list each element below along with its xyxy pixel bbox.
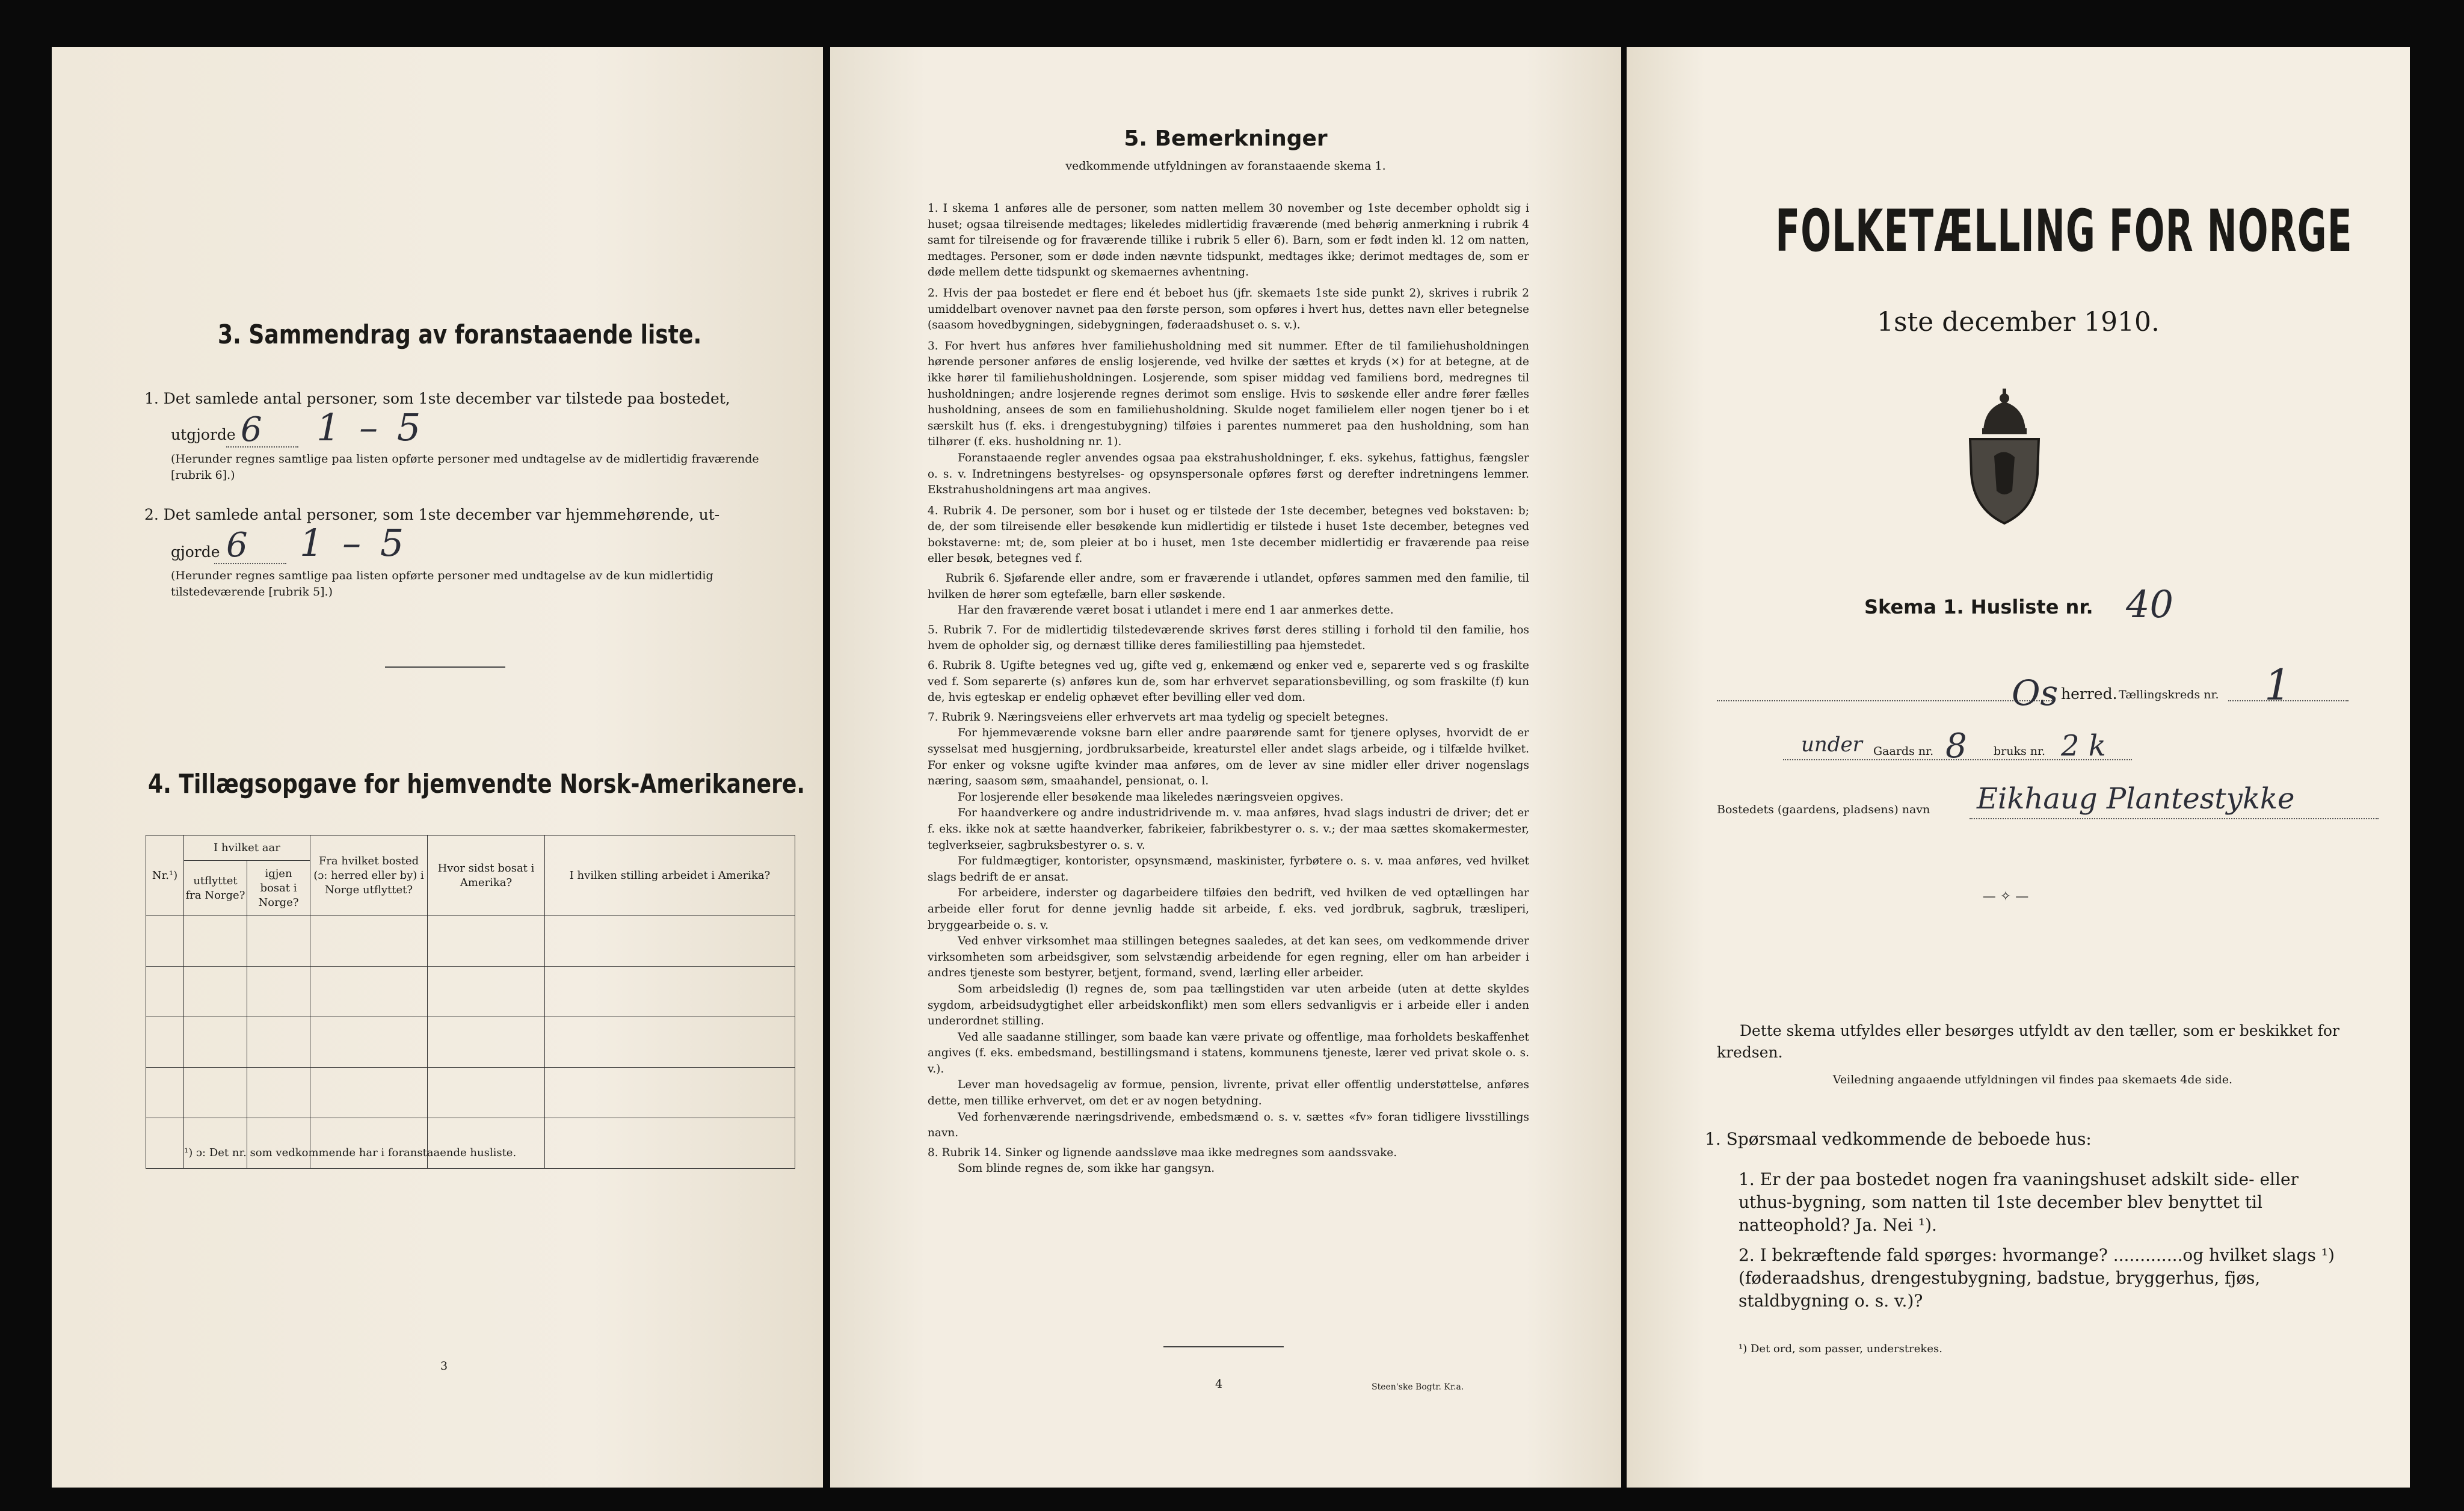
col-where: Hvor sidst bosat i Amerika? — [428, 836, 545, 916]
remarks-subtitle: vedkommende utfyldningen av foranstaaende skema 1. — [1065, 159, 1386, 173]
dotted-line — [214, 563, 286, 564]
divider — [385, 666, 505, 668]
gaards-label: Gaards nr. — [1873, 745, 1934, 758]
herred-label: herred. — [2061, 685, 2118, 703]
kreds-label: Tællingskreds nr. — [2119, 688, 2219, 701]
remark-paragraph: Som blinde regnes de, som ikke har gangsyn. — [958, 1162, 1215, 1175]
remark-paragraph: Har den fraværende været bosat i utlandet i mere end 1 aar anmerkes dette. — [958, 604, 1394, 617]
col-from: Fra hvilket bosted (ɔ: herred eller by) i Norge utflyttet? — [310, 836, 428, 916]
remark-paragraph: For fuldmægtiger, kontorister, opsynsmænd, maskinister, fyrbøtere o. s. v. maa anføres, ved hvilket slags bedrift de er ansat. — [928, 855, 1529, 884]
col-nr: Nr.¹) — [146, 836, 184, 916]
remark-paragraph: 4. Rubrik 4. De personer, som bor i huset og er tilstede der 1ste december, betegnes ved bokstaven: b; de, der som tilreisende eller besøkende kun midlertidig er tilstede i huset 1ste december, betegnes ved bokstaverne: mt; de, som pleier at bo i huset, men 1ste december midlertidig er fraværende paa reise eller besøk, betegnes ved f. — [928, 504, 1529, 565]
table-row — [146, 1068, 795, 1118]
table-row — [146, 916, 795, 967]
remark-paragraph: For arbeidere, inderster og dagarbeidere tilføies den bedrift, ved hvilken de ved optællingen har arbeide eller forut for denne jevnlig hadde sit arbeide, f. eks. ved jordbruk, sagbruk, træsliperi, bryggearbeide o. s. v. — [928, 887, 1529, 932]
intro-text: Dette skema utfyldes eller besørges utfyldt av den tæller, som er beskikket for kredsen. — [1717, 1022, 2339, 1061]
question-2: 2. I bekræftende fald spørges: hvormange? .............og hvilket slags ¹) (føderaadshus, drengestubygning, badstue, bryggerhus, fjøs, staldbygning o. s. v.)? — [1739, 1245, 2335, 1311]
census-date: 1ste december 1910. — [1876, 307, 2160, 337]
remark-paragraph: 2. Hvis der paa bostedet er flere end ét beboet hus (jfr. skemaets 1ste side punkt 2), skrives i rubrik 2 umiddelbart ovenover navnet paa den første person, som opføres i hvert hus, dettes navn eller betegnelse (saasom hovedbygningen, sidebygningen, føderaadshuset o. s. v.). — [928, 286, 1529, 332]
remark-paragraph: 3. For hvert hus anføres hver familiehusholdning med sit nummer. Efter de til familiehusholdningen hørende personer anføres de enslig losjerende, ved hvilke der sættes et kryds (×) for at betegne, at de ikke hører til familiehusholdningen. Losjerende, som spiser middag ved familiens bord, medregnes til husholdningen; andre losjerende regnes derimot som enslige. Hvis to søskende eller andre fører fælles husholdning, ansees de som en familiehusholdning. Skulde noget familielem eller nogen tjener bo i et særskilt hus (f. eks. i drengestubygning) tilføies i parentes nummeret paa den husholdning, som han tilhører (f. eks. husholdning nr. 1). — [928, 339, 1529, 449]
page-1 — [1627, 47, 2410, 1488]
herred-value: Os — [2012, 672, 2059, 713]
summary-item-2: 2. Det samlede antal personer, som 1ste december var hjemmehørende, ut- — [144, 506, 720, 523]
page-3 — [52, 47, 823, 1488]
dotted-line — [1717, 700, 2054, 701]
remark-paragraph: Foranstaaende regler anvendes ogsaa paa ekstrahusholdninger, f. eks. sykehus, fattighus, fængsler o. s. v. Indretningens bestyrelses- og opsynspersonale opføres først og derefter indretningens lemmer. Ekstrahusholdningens art maa angives. — [928, 451, 1529, 497]
dotted-line — [2228, 700, 2348, 701]
remark-paragraph: For haandverkere og andre industridrivende m. v. maa anføres, hvad slags industri de driver; det er f. eks. ikke nok at sætte haandverker, fabrikeier, fabrikbestyrer o. s. v.; der maa sættes skomakermester, teglverkseier, sagbruksbestyrer o. s. v. — [928, 807, 1529, 852]
page-number: 4 — [1215, 1377, 1223, 1391]
remark-paragraph: Rubrik 6. Sjøfarende eller andre, som er fraværende i utlandet, opføres sammen med den familie, til hvilken de hører som egtefælle, barn eller søskende. — [928, 572, 1529, 601]
remark-paragraph: 5. Rubrik 7. For de midlertidig tilstedeværende skrives først deres stilling i forhold til den familie, hos hvem de opholder sig, og dernæst tillike deres familiestilling paa hjemstedet. — [928, 623, 1529, 653]
coat-of-arms-icon — [1959, 384, 2050, 528]
remark-paragraph: 8. Rubrik 14. Sinker og lignende aandssløve maa ikke medregnes som aandssvake. — [928, 1146, 1397, 1159]
gaards-value: 8 — [1945, 727, 1967, 766]
remark-paragraph: Som arbeidsledig (l) regnes de, som paa tællingstiden var uten arbeide (uten at dette skyldes sygdom, arbeidsudygtighet eller arbeidskonflikt) men som ellers sedvanligvis er i arbeide eller i anden underordnet stilling. — [928, 982, 1529, 1028]
norsk-amerikanere-table — [146, 835, 795, 1169]
page-number: 3 — [440, 1359, 448, 1373]
intro-small: Veiledning angaaende utfyldningen vil findes paa skemaets 4de side. — [1832, 1073, 2233, 1086]
bosted-value: Eikhaug Plantestykke — [1977, 782, 2295, 816]
section-4-title: 4. Tillægsopgave for hjemvendte Norsk-Amerikanere. — [148, 769, 805, 799]
bruks-value: 2 k — [2061, 729, 2106, 763]
col-group-year: I hvilket aar — [184, 836, 310, 861]
summary-item-1-note: (Herunder regnes samtlige paa listen opførte personer med undtagelse av de midlertidig fraværende [rubrik 6].) — [171, 452, 759, 482]
ornament-divider: — ✧ — — [1982, 889, 2029, 904]
summary-item-1: 1. Det samlede antal personer, som 1ste december var tilstede paa bostedet, — [144, 390, 730, 407]
handwritten-count-1: 1 – 5 — [316, 405, 425, 449]
handwritten-count-2: 1 – 5 — [300, 521, 408, 565]
dotted-line — [1970, 818, 2379, 819]
page-4 — [830, 47, 1621, 1488]
document-title: FOLKETÆLLING FOR NORGE — [1775, 197, 2353, 265]
remark-paragraph: Lever man hovedsagelig av formue, pension, livrente, privat eller offentlig understøttelse, anføres dette, men tillike erhvervet, om det er av nogen betydning. — [928, 1079, 1529, 1108]
summary-item-2-value: 6 — [226, 526, 248, 565]
remarks-title: 5. Bemerkninger — [1124, 126, 1328, 151]
remark-paragraph: Ved enhver virksomhet maa stillingen betegnes saaledes, at det kan sees, om vedkommende driver virksomheten som arbeidsgiver, som selvstændig arbeidende for egen regning, eller om han arbeider i andres tjeneste som bestyrer, betjent, formand, svend, lærling eller arbeider. — [928, 935, 1529, 980]
skema-label: Skema 1. Husliste nr. — [1864, 595, 2093, 618]
remark-paragraph: Ved forhenværende næringsdrivende, embedsmænd o. s. v. sættes «fv» foran tidligere livsstillings navn. — [928, 1110, 1529, 1140]
printer-mark: Steen'ske Bogtr. Kr.a. — [1372, 1382, 1464, 1392]
remark-paragraph: For hjemmeværende voksne barn eller andre paarørende samt for tjenere oplyses, hvorvidt de er sysselsat med husgjerning, jordbruksarbeide, kreaturstel eller andet slags arbeide, og i tilfælde hvilket. For enker og voksne ugifte kvinder maa anføres, om de lever av sine midler eller driver nogenslags næring, saasom søm, smaahandel, pensionat, o. l. — [928, 727, 1529, 788]
questions-header: 1. Spørsmaal vedkommende de beboede hus: — [1705, 1129, 2092, 1149]
dotted-line — [1783, 759, 2132, 760]
summary-item-2-note: (Herunder regnes samtlige paa listen opførte personer med undtagelse av de kun midlertidig tilstedeværende [rubrik 5].) — [171, 569, 713, 599]
col-emigrated: utflyttet fra Norge? — [184, 861, 247, 916]
dotted-line — [226, 446, 298, 448]
summary-item-1-value: 6 — [241, 410, 262, 449]
remark-paragraph: For losjerende eller besøkende maa likeledes næringsveien opgives. — [958, 790, 1344, 804]
remarks-body — [928, 201, 1529, 1177]
table-footnote: ¹) ɔ: Det nr. som vedkommende har i foranstaaende husliste. — [184, 1146, 517, 1159]
bosted-label: Bostedets (gaardens, pladsens) navn — [1717, 803, 1930, 816]
remark-paragraph: 6. Rubrik 8. Ugifte betegnes ved ug, gifte ved g, enkemænd og enker ved e, separerte ved s og fraskilte ved f. Som separerte (s) anføres kun de, som har erhvervet separationsbevilling, og som fraskilte (f) kun de, hvis egteskap er endelig ophævet efter bevilling eller ved dom. — [928, 659, 1529, 704]
col-returned: igjen bosat i Norge? — [247, 861, 310, 916]
section-3-title: 3. Sammendrag av foranstaaende liste. — [218, 319, 702, 350]
col-position: I hvilken stilling arbeidet i Amerika? — [545, 836, 795, 916]
footnote: ¹) Det ord, som passer, understrekes. — [1739, 1343, 1942, 1355]
bruks-label: bruks nr. — [1994, 745, 2046, 758]
divider — [1163, 1346, 1284, 1347]
question-1: 1. Er der paa bostedet nogen fra vaaningshuset adskilt side- eller uthus-bygning, som natten til 1ste december blev benyttet til natteophold? Ja. Nei ¹). — [1739, 1169, 2299, 1235]
summary-item-1-label: utgjorde — [171, 426, 236, 443]
remark-paragraph: 1. I skema 1 anføres alle de personer, som natten mellem 30 november og 1ste december opholdt sig i huset; ogsaa tilreisende medtages; likeledes midlertidig fraværende (med behørig anmerkning i rubrik 4 samt for tilreisende og for fraværende tillike i rubrik 5 eller 6). Barn, som er født inden kl. 12 om natten, medtages. Personer, som er døde inden nævnte tidspunkt, medtages ikke; derimot medtages de, som er døde mellem dette tidspunkt og skemaernes avhentning. — [928, 202, 1529, 279]
kreds-value: 1 — [2264, 660, 2291, 710]
gaards-prefix: under — [1801, 733, 1862, 757]
remark-paragraph: 7. Rubrik 9. Næringsveiens eller erhvervets art maa tydelig og specielt betegnes. — [928, 710, 1389, 724]
remark-paragraph: Ved alle saadanne stillinger, som baade kan være private og offentlige, maa forholdets beskaffenhet angives (f. eks. embedsmand, bestillingsmand i statens, kommunens tjeneste, lærer ved privat skole o. s. v.). — [928, 1030, 1529, 1076]
husliste-number: 40 — [2126, 582, 2173, 626]
table-row — [146, 1017, 795, 1068]
table-row — [146, 967, 795, 1017]
summary-item-2-label: gjorde — [171, 543, 220, 561]
